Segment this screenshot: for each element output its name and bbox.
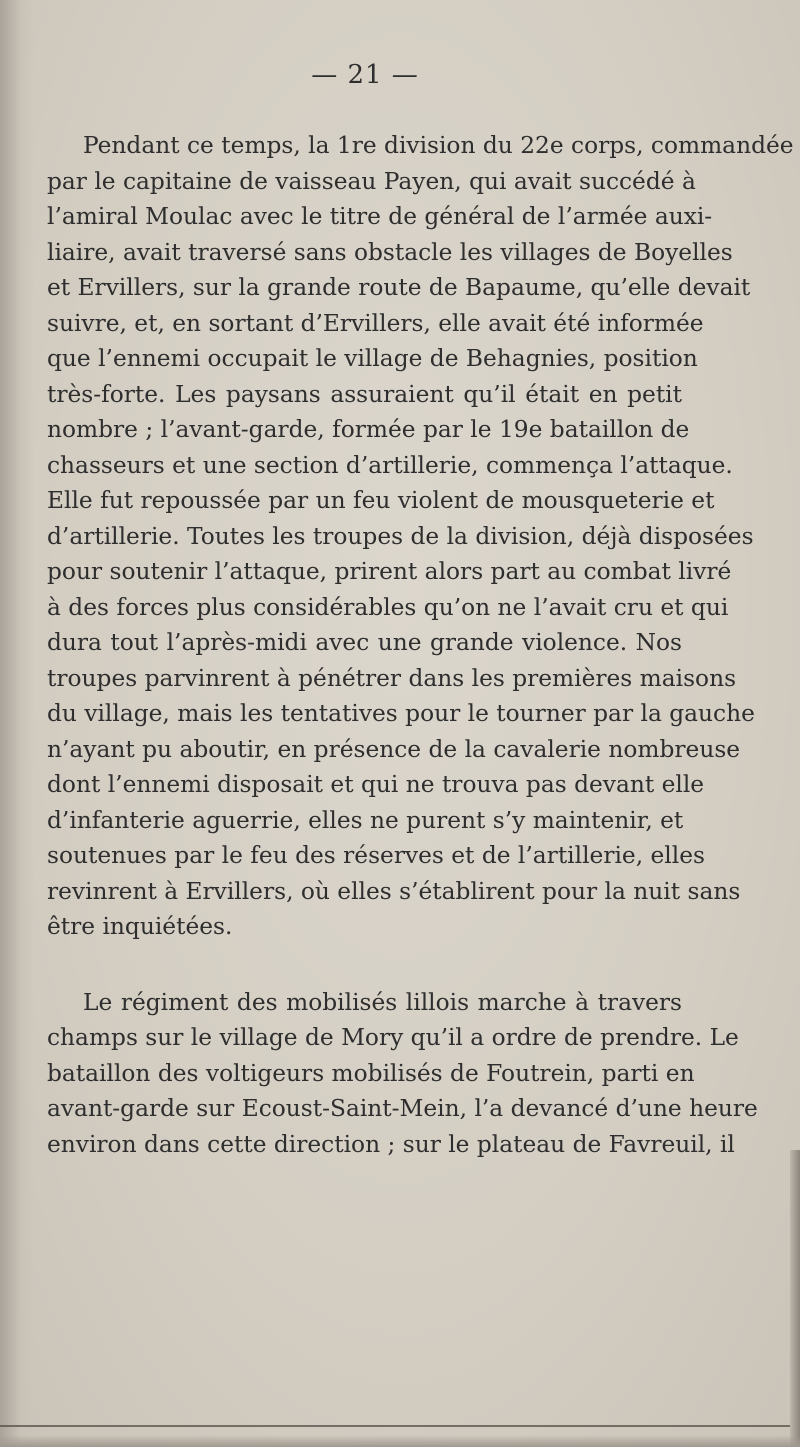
text-line: nombre ; l’avant-garde, formée par le 19e bataillon de (47, 416, 690, 443)
text-line: troupes parvinrent à pénétrer dans les premières maisons (47, 664, 737, 692)
text-line: Pendant ce temps, la 1re division du 22e corps, commandée (83, 132, 794, 159)
text-line: soutenues par le feu des réserves et de l’artillerie, elles (47, 842, 705, 869)
page-bottom-rule (0, 1425, 790, 1427)
text-line: dura tout l’après-midi avec une grande violence. Nos (47, 629, 682, 656)
text-line: Le régiment des mobilisés lillois marche à travers (83, 988, 682, 1016)
body-text (47, 128, 794, 1162)
text-line: chasseurs et une section d’artillerie, commença l’attaque. (47, 451, 733, 479)
text-line: liaire, avait traversé sans obstacle les villages de Boyelles (47, 238, 733, 266)
text-line: être inquiétées. (47, 913, 233, 940)
text-line: par le capitaine de vaisseau Payen, qui avait succédé à (47, 167, 696, 195)
page-number: — 21 — (311, 60, 419, 90)
page-right-edge (790, 1150, 800, 1447)
text-line: très-forte. Les paysans assuraient qu’il était en petit (47, 380, 682, 408)
paragraph-2 (47, 985, 758, 1163)
text-line: avant-garde sur Ecoust-Saint-Mein, l’a devancé d’une heure (47, 1095, 758, 1122)
text-line: et Ervillers, sur la grande route de Bapaume, qu’elle devait (47, 274, 751, 301)
text-line: champs sur le village de Mory qu’il a ordre de prendre. Le (47, 1024, 739, 1051)
text-line: revinrent à Ervillers, où elles s’établirent pour la nuit sans (47, 877, 741, 905)
text-line: dont l’ennemi disposait et qui ne trouva pas devant elle (47, 771, 705, 798)
text-line: d’artillerie. Toutes les troupes de la division, déjà disposées (47, 522, 754, 550)
page-bottom-shadow (0, 1435, 800, 1447)
text-line: Elle fut repoussée par un feu violent de mousqueterie et (47, 487, 715, 514)
text-line: que l’ennemi occupait le village de Behagnies, position (47, 345, 698, 372)
page-left-shadow (0, 0, 34, 1447)
text-line: n’ayant pu aboutir, en présence de la cavalerie nombreuse (47, 735, 741, 763)
text-line: pour soutenir l’attaque, prirent alors part au combat livré (47, 558, 732, 585)
text-line: à des forces plus considérables qu’on ne l’avait cru et qui (47, 593, 729, 621)
text-line: du village, mais les tentatives pour le tourner par la gauche (47, 700, 755, 727)
text-line: d’infanterie aguerrie, elles ne purent s’y maintenir, et (47, 806, 684, 834)
paragraph-gap (47, 945, 682, 985)
text-line: suivre, et, en sortant d’Ervillers, elle avait été informée (47, 309, 704, 337)
text-line: bataillon des voltigeurs mobilisés de Foutrein, parti en (47, 1059, 695, 1087)
paragraph-1 (47, 128, 794, 945)
text-line: l’amiral Moulac avec le titre de général de l’armée auxi- (47, 203, 713, 230)
text-line: environ dans cette direction ; sur le plateau de Favreuil, il (47, 1130, 735, 1158)
